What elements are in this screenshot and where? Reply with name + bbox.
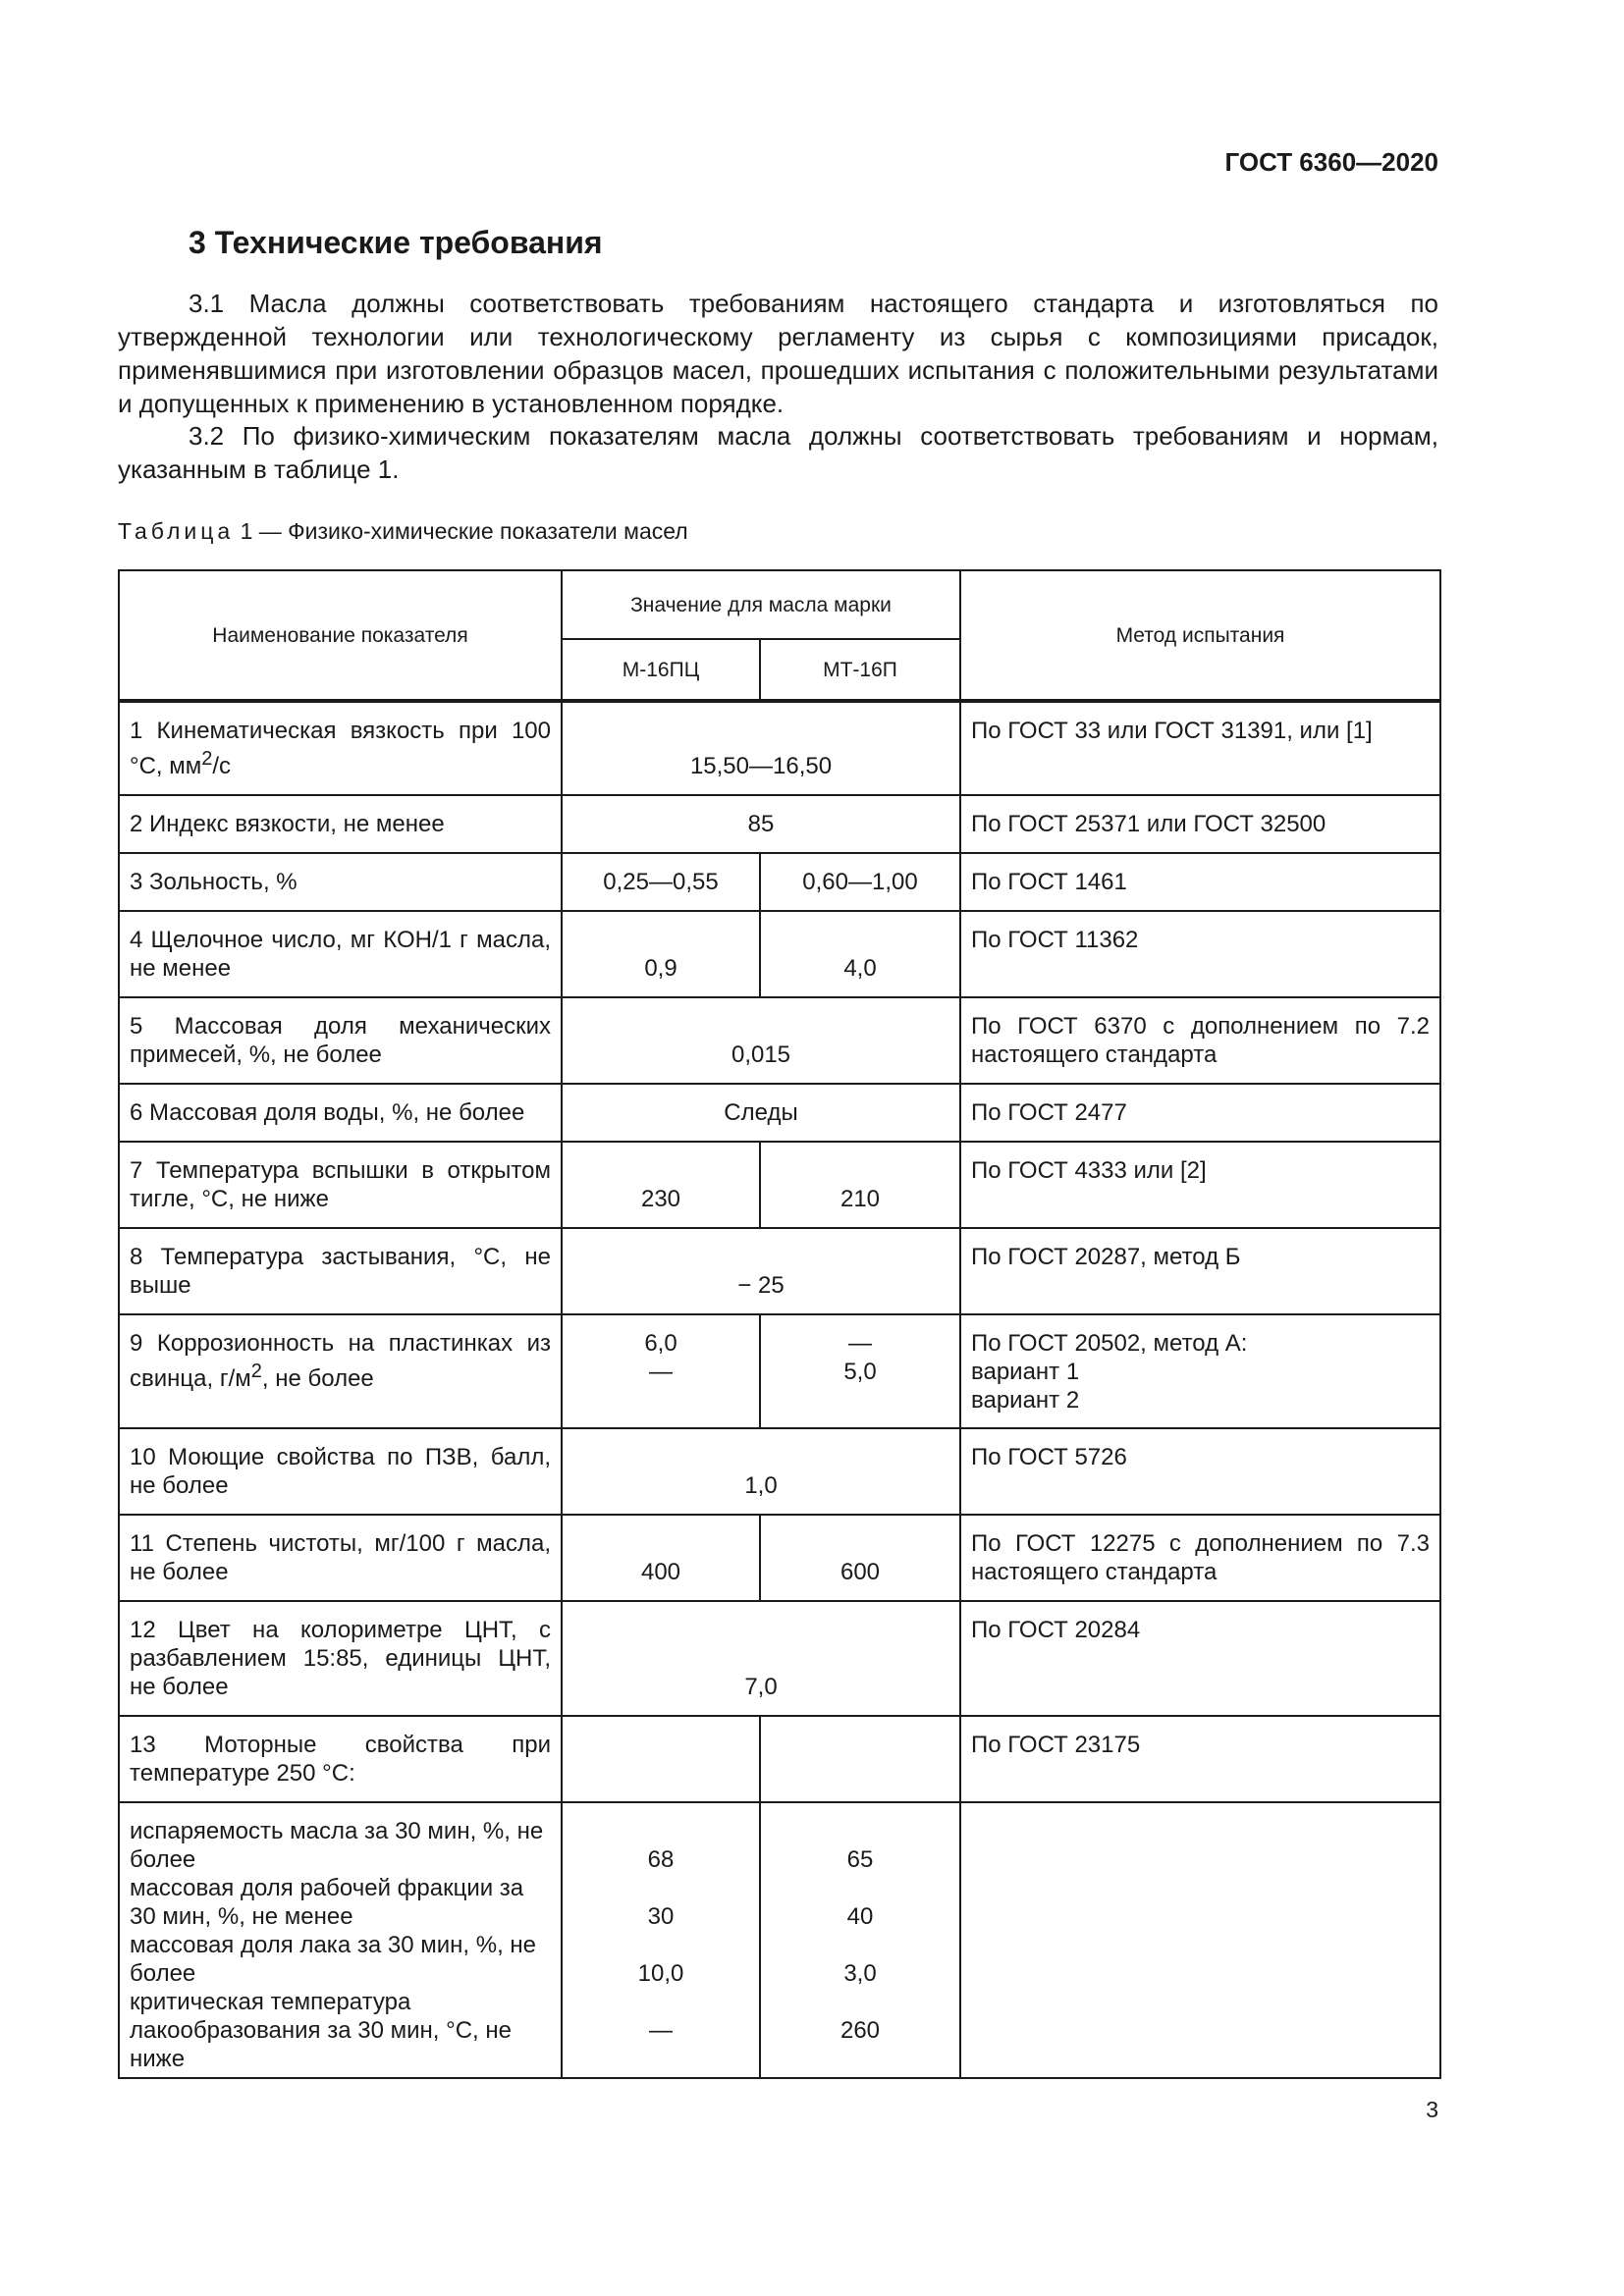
row-name: 4 Щелочное число, мг КОН/1 г масла, не менее xyxy=(119,911,562,997)
row-name: 13 Моторные свойства при температуре 250 °С: xyxy=(119,1716,562,1802)
subrow-value: 65 xyxy=(846,1846,874,1873)
row-method: По ГОСТ 1461 xyxy=(960,853,1440,911)
table-row xyxy=(119,1515,1440,1601)
subrow-value: 30 xyxy=(647,1903,675,1930)
row-method: По ГОСТ 4333 или [2] xyxy=(960,1142,1440,1228)
row-value-grade-1 xyxy=(562,1716,760,1802)
subrow-value: 40 xyxy=(846,1903,874,1930)
table-row-subgroup xyxy=(119,1802,1440,2078)
row-name: 12 Цвет на колориметре ЦНТ, с разбавлением 15:85, единицы ЦНТ, не более xyxy=(119,1601,562,1716)
row-value-grade-2: — 5,0 xyxy=(760,1314,960,1428)
subrow-method xyxy=(960,1802,1440,2078)
paragraph-3-1: 3.1 Масла должны соответствовать требованиям настоящего стандарта и изготовляться по утвержденной технологии или технологическому регламенту из сырья с композициями присадок, применявшимися при изготовлении образцов масел, прошедших испытания с положительными результатами и допущенных к применению в установленном порядке. xyxy=(118,289,1438,418)
row-method: По ГОСТ 5726 xyxy=(960,1428,1440,1515)
row-value: 1,0 xyxy=(562,1428,960,1515)
row-method: По ГОСТ 33 или ГОСТ 31391, или [1] xyxy=(960,701,1440,795)
properties-table xyxy=(118,569,1441,2079)
table-row xyxy=(119,1228,1440,1314)
table-caption-text: 1 — Физико-химические показатели масел xyxy=(234,518,688,544)
row-value-grade-1: 0,9 xyxy=(562,911,760,997)
table-row xyxy=(119,1716,1440,1802)
subrow-name: испаряемость масла за 30 мин, %, не более xyxy=(130,1818,544,1873)
table-row xyxy=(119,1428,1440,1515)
row-value: − 25 xyxy=(562,1228,960,1314)
table-row xyxy=(119,1314,1440,1428)
row-name: 7 Температура вспышки в открытом тигле, °С, не ниже xyxy=(119,1142,562,1228)
row-name: 2 Индекс вязкости, не менее xyxy=(119,795,562,853)
row-method: По ГОСТ 11362 xyxy=(960,911,1440,997)
row-value-grade-2: 0,60—1,00 xyxy=(760,853,960,911)
row-value-grade-2 xyxy=(760,1716,960,1802)
row-name: 1 Кинематическая вязкость при 100 °С, $мм^2/с$ xyxy=(119,701,562,795)
table-row xyxy=(119,997,1440,1084)
subrow-values-grade-2 xyxy=(760,1802,960,2078)
table-row xyxy=(119,795,1440,853)
row-method: По ГОСТ 20287, метод Б xyxy=(960,1228,1440,1314)
table-caption-label: Таблица xyxy=(118,518,235,544)
row-value: 85 xyxy=(562,795,960,853)
row-method: По ГОСТ 12275 с дополнением по 7.3 настоящего стандарта xyxy=(960,1515,1440,1601)
subrow-value: — xyxy=(649,2017,673,2044)
table-row xyxy=(119,853,1440,911)
subrow-value: 10,0 xyxy=(637,1960,684,1987)
document-code: ГОСТ 6360—2020 xyxy=(1224,147,1438,177)
row-method: По ГОСТ 23175 xyxy=(960,1716,1440,1802)
row-method: По ГОСТ 20502, метод А: вариант 1 вариант 2 xyxy=(960,1314,1440,1428)
row-value: 15,50—16,50 xyxy=(562,701,960,795)
row-method: По ГОСТ 25371 или ГОСТ 32500 xyxy=(960,795,1440,853)
header-method: Метод испытания xyxy=(960,570,1440,701)
header-grade-2: МТ-16П xyxy=(760,639,960,701)
row-value-grade-2: 4,0 xyxy=(760,911,960,997)
row-name: 6 Массовая доля воды, %, не более xyxy=(119,1084,562,1142)
header-name: Наименование показателя xyxy=(119,570,562,701)
page-number: 3 xyxy=(1426,2097,1438,2122)
row-value: 7,0 xyxy=(562,1601,960,1716)
row-name: 3 Зольность, % xyxy=(119,853,562,911)
row-method: По ГОСТ 2477 xyxy=(960,1084,1440,1142)
subrow-value: 3,0 xyxy=(843,1960,877,1987)
subrow-names xyxy=(119,1802,562,2078)
subrow-value: 68 xyxy=(647,1846,675,1873)
row-name: 10 Моющие свойства по ПЗВ, балл, не более xyxy=(119,1428,562,1515)
row-value-grade-1: 400 xyxy=(562,1515,760,1601)
row-value-grade-1: 230 xyxy=(562,1142,760,1228)
subrow-value: 260 xyxy=(839,2017,881,2044)
subrow-name: критическая температура лакообразования за 30 мин, °С, не ниже xyxy=(130,1989,512,2072)
row-value: 0,015 xyxy=(562,997,960,1084)
row-method: По ГОСТ 20284 xyxy=(960,1601,1440,1716)
table-caption xyxy=(118,518,688,545)
row-name: 11 Степень чистоты, мг/100 г масла, не более xyxy=(119,1515,562,1601)
table-row xyxy=(119,1601,1440,1716)
table-row xyxy=(119,1084,1440,1142)
table-row xyxy=(119,701,1440,795)
row-value-grade-1: 0,25—0,55 xyxy=(562,853,760,911)
row-method: По ГОСТ 6370 с дополнением по 7.2 настоящего стандарта xyxy=(960,997,1440,1084)
row-name: 5 Массовая доля механических примесей, %, не более xyxy=(119,997,562,1084)
header-grade-1: М-16ПЦ xyxy=(562,639,760,701)
table-row xyxy=(119,911,1440,997)
table-row xyxy=(119,1142,1440,1228)
row-name: 9 Коррозионность на пластинках из свинца, $г/м^2$, не более xyxy=(119,1314,562,1428)
subrow-values-grade-1 xyxy=(562,1802,760,2078)
row-value: Следы xyxy=(562,1084,960,1142)
row-value-grade-2: 600 xyxy=(760,1515,960,1601)
paragraph-3-2: 3.2 По физико-химическим показателям масла должны соответствовать требованиям и нормам, указанным в таблице 1. xyxy=(118,421,1438,484)
header-value-group: Значение для масла марки xyxy=(562,570,960,639)
row-value-grade-1: 6,0 — xyxy=(562,1314,760,1428)
row-value-grade-2: 210 xyxy=(760,1142,960,1228)
row-name: 8 Температура застывания, °С, не выше xyxy=(119,1228,562,1314)
subrow-name: массовая доля рабочей фракции за 30 мин, %, не менее xyxy=(130,1875,524,1930)
subrow-name: массовая доля лака за 30 мин, %, не более xyxy=(130,1932,536,1987)
section-title: 3 Технические требования xyxy=(189,225,603,260)
